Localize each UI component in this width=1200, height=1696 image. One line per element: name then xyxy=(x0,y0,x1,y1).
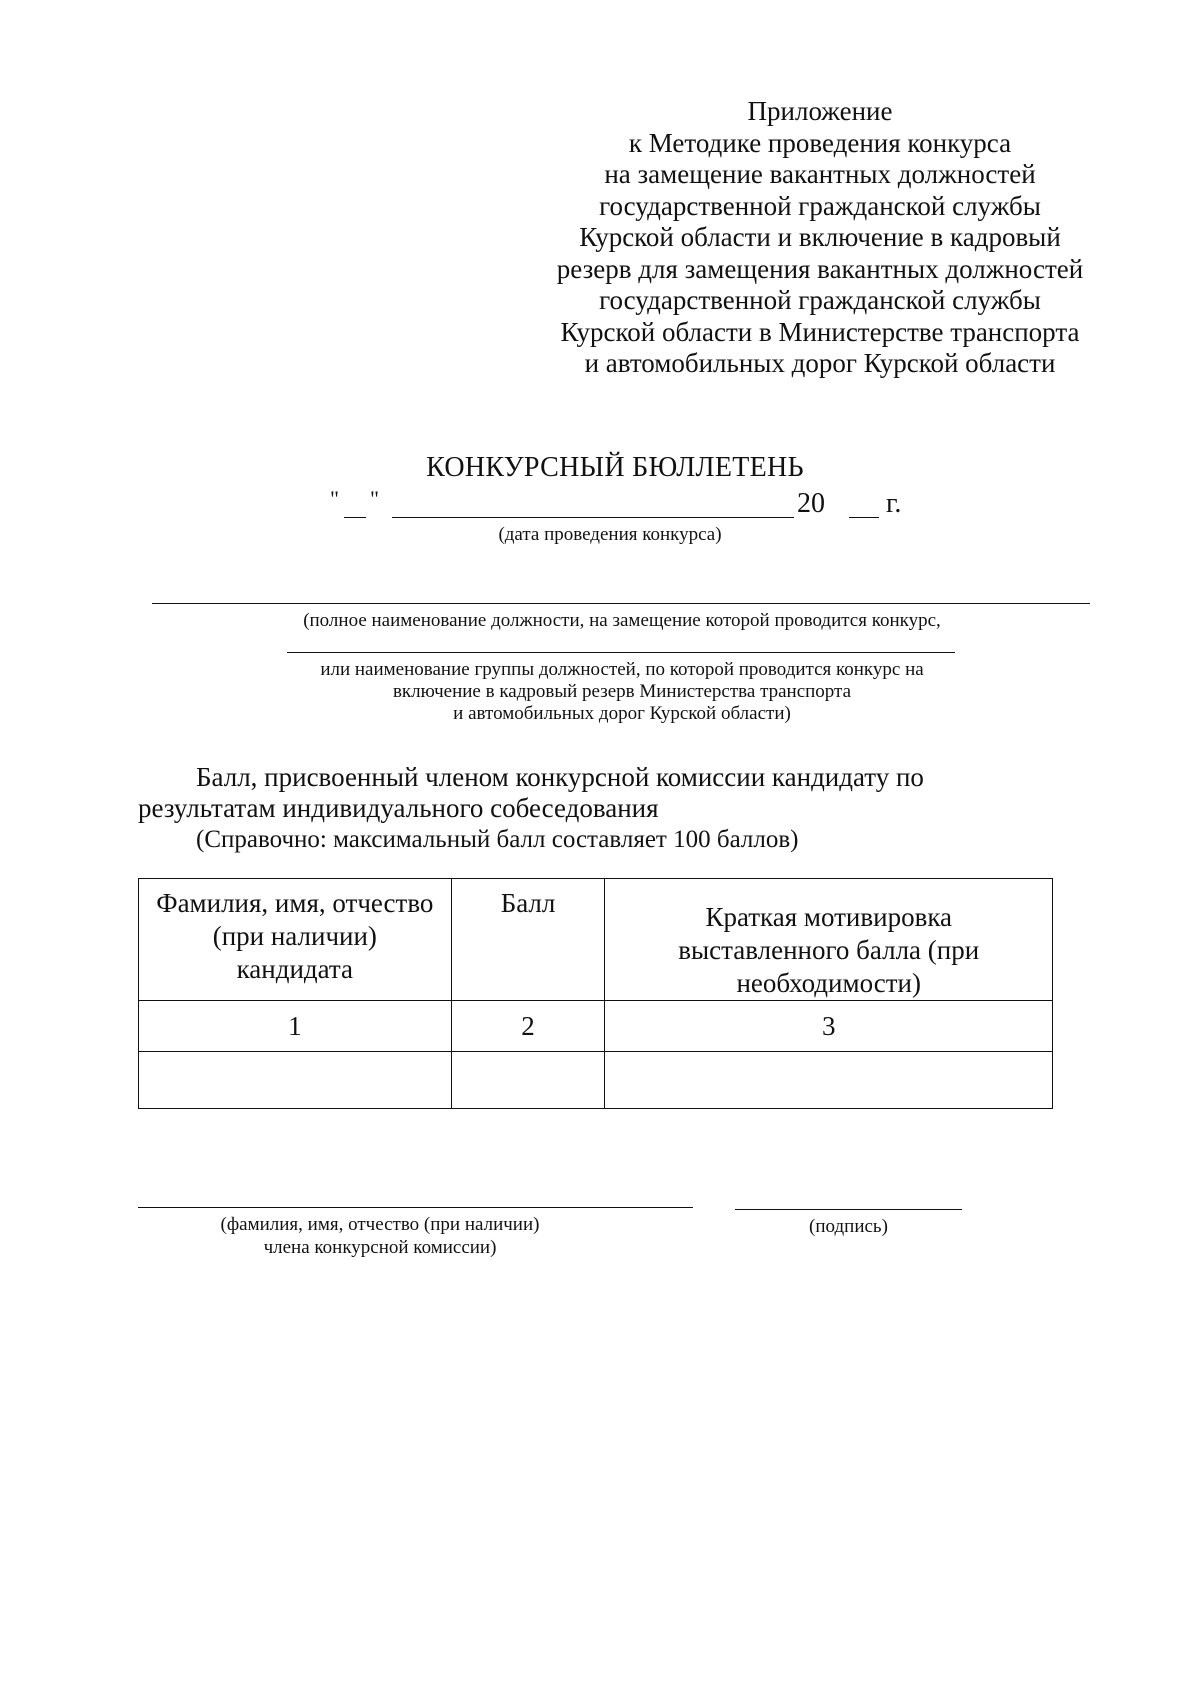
table-header-row xyxy=(139,879,1053,1001)
header-text-line: Краткая мотивировка xyxy=(705,902,953,932)
member-name-blank-line[interactable] xyxy=(138,1207,693,1208)
date-close-quote: " xyxy=(370,486,379,511)
day-blank-line[interactable] xyxy=(344,517,366,518)
month-blank-line[interactable] xyxy=(392,517,794,518)
appendix-header xyxy=(520,96,1120,380)
appendix-line: резерв для замещения вакантных должностей xyxy=(556,253,1084,284)
header-text-line: кандидата xyxy=(236,954,354,984)
score-table xyxy=(138,878,1053,1109)
score-text-line: Балл, присвоенный членом конкурсной комиссии кандидату по xyxy=(196,762,924,792)
candidate-name-cell[interactable] xyxy=(139,1052,452,1109)
column-number: 2 xyxy=(451,1001,605,1052)
ballot-title: КОНКУРСНЫЙ БЮЛЛЕТЕНЬ xyxy=(426,452,804,483)
header-candidate-name xyxy=(139,879,452,1001)
signature-blank-line[interactable] xyxy=(735,1209,962,1210)
header-text-line: (при наличии) xyxy=(212,921,377,951)
appendix-line: Курской области и включение в кадровый xyxy=(579,222,1061,252)
position-blank-line-1[interactable] xyxy=(152,603,1090,604)
year-suffix: г. xyxy=(886,488,902,519)
position-blank-line-2[interactable] xyxy=(287,652,955,653)
position-caption-line: включение в кадровый резерв Министерства транспорта xyxy=(392,681,852,702)
appendix-line: Курской области в Министерстве транспорта xyxy=(560,316,1080,347)
table-row xyxy=(139,1052,1053,1109)
header-text-line: необходимости) xyxy=(736,968,921,998)
header-score xyxy=(451,879,605,1001)
date-field-row xyxy=(330,488,930,522)
column-number: 1 xyxy=(139,1001,452,1052)
column-number-row xyxy=(139,1001,1053,1052)
header-text-line: Фамилия, имя, отчество xyxy=(156,888,434,918)
position-caption-line: (полное наименование должности, на замещение которой проводится конкурс, xyxy=(303,610,941,631)
member-name-caption: (фамилия, имя, отчество (при наличии) xyxy=(220,1214,540,1235)
member-name-caption: члена конкурсной комиссии) xyxy=(263,1237,497,1258)
appendix-line: государственной гражданской службы xyxy=(599,285,1041,315)
appendix-line: на замещение вакантных должностей xyxy=(604,159,1036,189)
position-caption-line: или наименование группы должностей, по которой проводится конкурс на xyxy=(320,659,924,680)
score-cell[interactable] xyxy=(451,1052,605,1109)
score-reference-note: (Справочно: максимальный балл составляет 100 баллов) xyxy=(196,826,799,853)
header-text-line: выставленного балла (при xyxy=(678,935,980,965)
position-caption-line: и автомобильных дорог Курской области) xyxy=(453,703,791,724)
date-open-quote: " xyxy=(330,486,339,511)
score-text-line: результатам индивидуального собеседования xyxy=(138,793,659,823)
year-prefix: 20 xyxy=(797,488,825,519)
appendix-line: к Методике проведения конкурса xyxy=(628,127,1012,158)
column-number: 3 xyxy=(605,1001,1053,1052)
header-motivation xyxy=(605,879,1053,1001)
date-caption: (дата проведения конкурса) xyxy=(498,524,722,545)
header-text-line: Балл xyxy=(500,888,556,918)
appendix-line: и автомобильных дорог Курской области xyxy=(584,348,1056,378)
year-blank-line[interactable] xyxy=(849,517,879,518)
appendix-line: Приложение xyxy=(747,96,893,126)
appendix-line: государственной гражданской службы xyxy=(599,190,1041,221)
signature-caption: (подпись) xyxy=(809,1216,888,1237)
motivation-cell[interactable] xyxy=(605,1052,1053,1109)
